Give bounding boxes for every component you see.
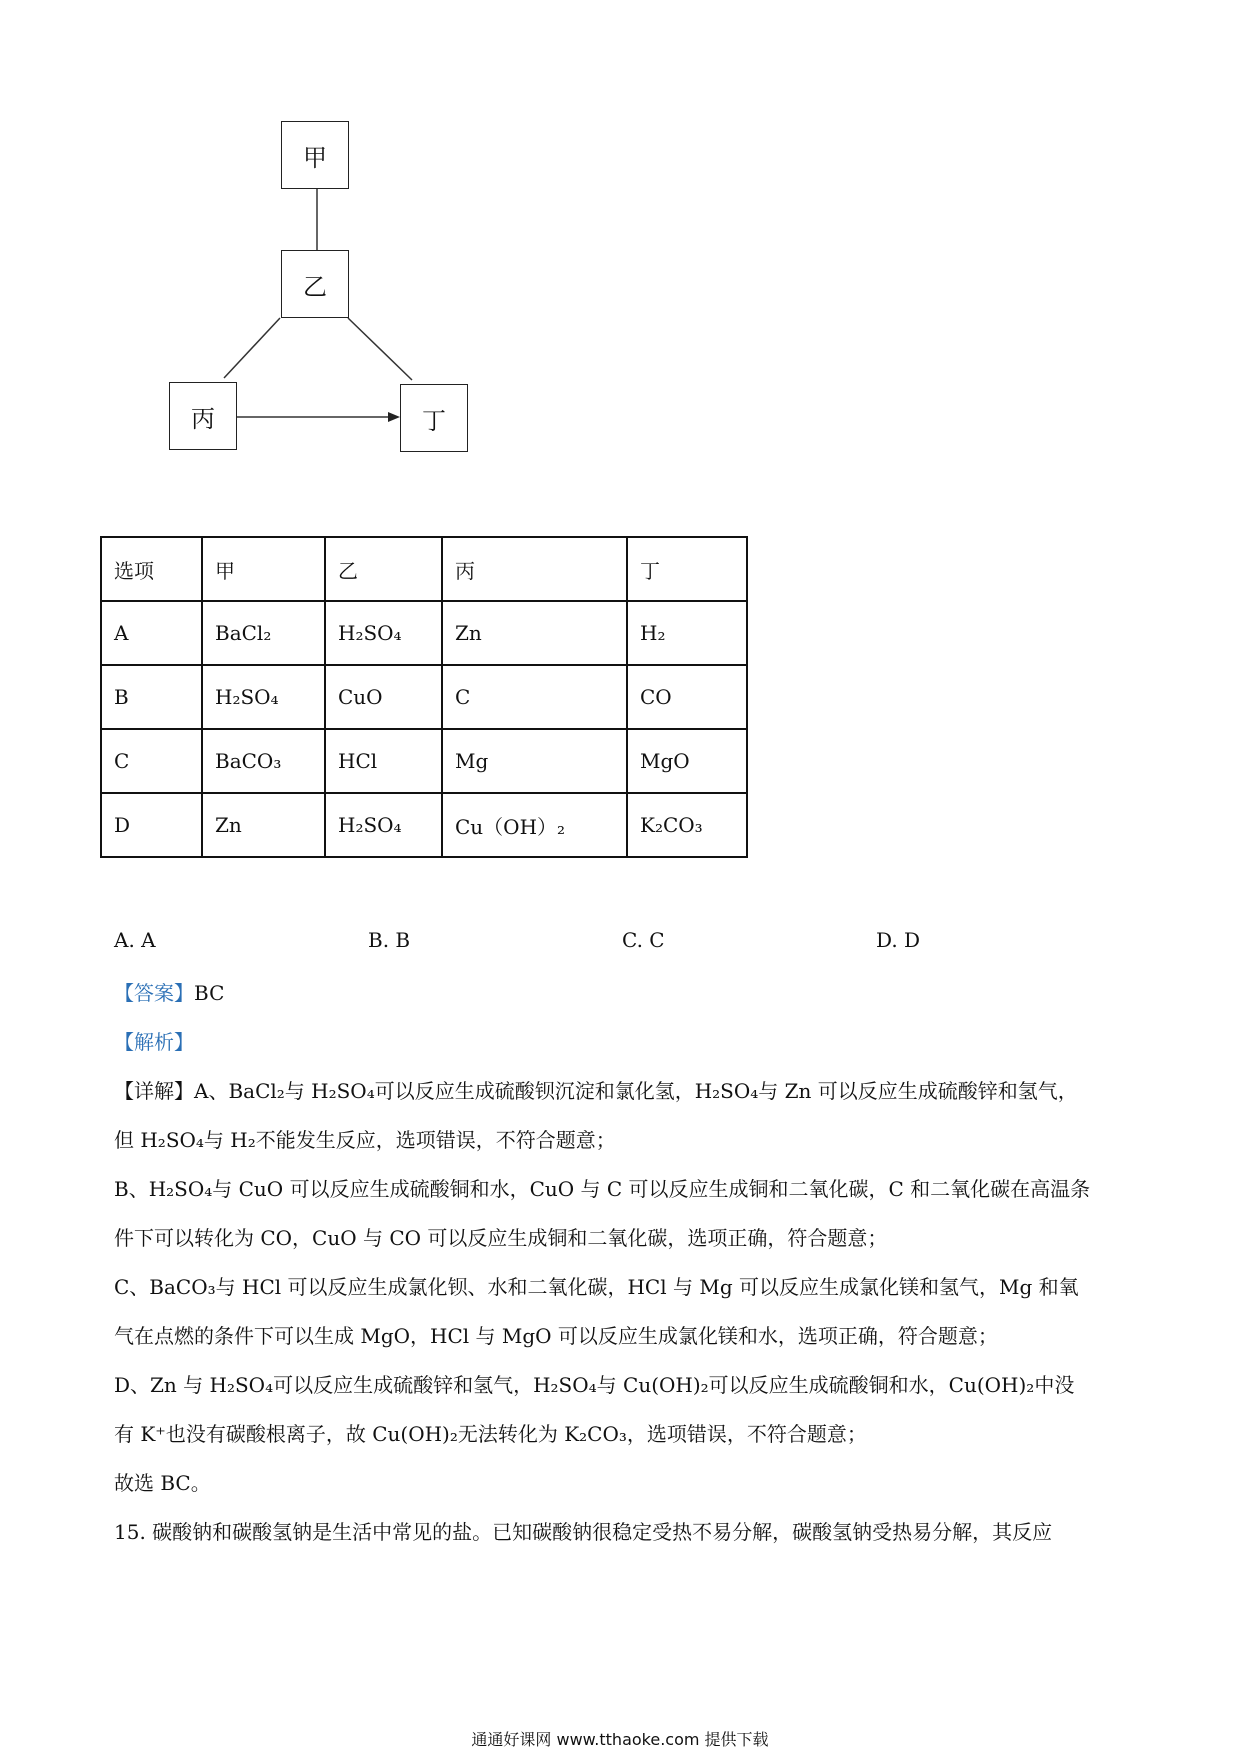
table-cell: 丁 — [627, 537, 747, 601]
table-cell: D — [101, 793, 202, 857]
answer-line — [114, 977, 224, 1006]
table-cell: C — [101, 729, 202, 793]
answer-choices — [0, 928, 1240, 958]
table-cell: K₂CO₃ — [627, 793, 747, 857]
choice-d: D. D — [876, 928, 921, 952]
answer-tag: 【答案】 — [114, 981, 194, 1005]
table-cell: 选项 — [101, 537, 202, 601]
line-yi-bing — [224, 318, 280, 378]
detail-line: 但 H₂SO₄与 H₂不能发生反应，选项错误，不符合题意； — [114, 1128, 616, 1152]
table-cell: C — [442, 665, 627, 729]
table-cell: HCl — [325, 729, 442, 793]
choice-b: B. B — [368, 928, 411, 952]
table-cell: MgO — [627, 729, 747, 793]
table-cell: CO — [627, 665, 747, 729]
table-cell: BaCl₂ — [202, 601, 325, 665]
table-cell: 乙 — [325, 537, 442, 601]
table-cell: B — [101, 665, 202, 729]
line-yi-ding — [348, 318, 412, 380]
detail-line: 气在点燃的条件下可以生成 MgO，HCl 与 MgO 可以反应生成氯化镁和水，选项正确，符合题意； — [114, 1324, 998, 1348]
table-cell: 丙 — [442, 537, 627, 601]
options-table — [100, 536, 748, 858]
table-cell: Mg — [442, 729, 627, 793]
detail-line: D、Zn 与 H₂SO₄可以反应生成硫酸锌和氢气，H₂SO₄与 Cu(OH)₂可以反应生成硫酸铜和水，Cu(OH)₂中没 — [114, 1373, 1075, 1397]
table-cell: H₂SO₄ — [325, 793, 442, 857]
choice-a: A. A — [114, 928, 156, 952]
page-footer: 通通好课网 www.tthaoke.com 提供下载 — [471, 1730, 769, 1749]
table-row — [101, 729, 747, 793]
answer-value: BC — [194, 981, 225, 1005]
node-ding: 丁 — [400, 384, 468, 452]
table-row — [101, 665, 747, 729]
table-cell: 甲 — [202, 537, 325, 601]
node-bing: 丙 — [169, 382, 237, 450]
table-cell: Zn — [442, 601, 627, 665]
table-cell: A — [101, 601, 202, 665]
node-jia: 甲 — [281, 121, 349, 189]
table-cell: BaCO₃ — [202, 729, 325, 793]
node-yi: 乙 — [281, 250, 349, 318]
detail-line: 故选 BC。 — [114, 1471, 211, 1495]
table-header-row — [101, 537, 747, 601]
next-question: 15. 碳酸钠和碳酸氢钠是生活中常见的盐。已知碳酸钠很稳定受热不易分解，碳酸氢钠受热易分解，其反应 — [114, 1520, 1053, 1544]
detail-line: C、BaCO₃与 HCl 可以反应生成氯化钡、水和二氧化碳，HCl 与 Mg 可以反应生成氯化镁和氢气，Mg 和氧 — [114, 1275, 1079, 1299]
table-cell: H₂SO₄ — [202, 665, 325, 729]
arrow-head-icon — [388, 412, 400, 422]
table-cell: H₂ — [627, 601, 747, 665]
table-row — [101, 601, 747, 665]
analysis-tag: 【解析】 — [114, 1030, 194, 1054]
table-row — [101, 793, 747, 857]
table-cell: H₂SO₄ — [325, 601, 442, 665]
detail-line: B、H₂SO₄与 CuO 可以反应生成硫酸铜和水，CuO 与 C 可以反应生成铜和二氧化碳，C 和二氧化碳在高温条 — [114, 1177, 1091, 1201]
detail-line: 【详解】A、BaCl₂与 H₂SO₄可以反应生成硫酸钡沉淀和氯化氢，H₂SO₄与 Zn 可以反应生成硫酸锌和氢气， — [114, 1079, 1078, 1103]
detail-line: 件下可以转化为 CO，CuO 与 CO 可以反应生成铜和二氧化碳，选项正确，符合题意； — [114, 1226, 888, 1250]
table-cell: Zn — [202, 793, 325, 857]
choice-c: C. C — [622, 928, 665, 952]
table-cell: CuO — [325, 665, 442, 729]
detail-line: 有 K⁺也没有碳酸根离子，故 Cu(OH)₂无法转化为 K₂CO₃，选项错误，不符合题意； — [114, 1422, 867, 1446]
table-cell: Cu（OH）₂ — [442, 793, 627, 857]
